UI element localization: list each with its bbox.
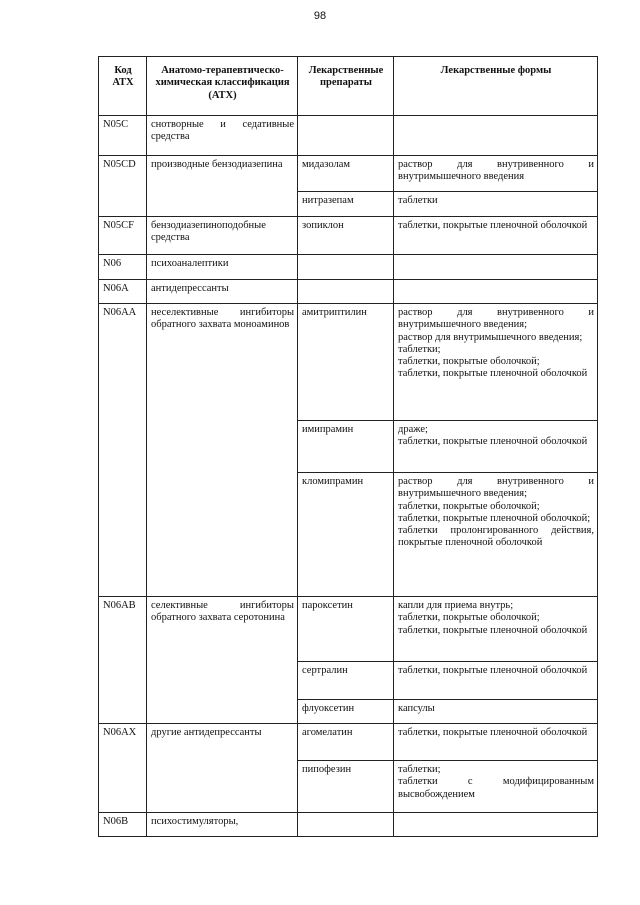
atx-class: неселективные ингибиторы обратного захвата моноаминов (147, 304, 298, 597)
header-classification: Анатомо-терапевтическо-химическая классификация (АТХ) (147, 57, 298, 116)
atx-table (98, 56, 598, 837)
drug-name: сертралин (298, 662, 394, 700)
drug-forms (394, 280, 598, 304)
drug-forms (394, 473, 598, 597)
form-line: раствор для внутривенного и внутримышечного введения; (398, 476, 594, 500)
atx-code: N06 (99, 255, 147, 280)
table-row (99, 813, 598, 837)
form-line: таблетки, покрытые пленочной оболочкой (398, 436, 588, 448)
form-line: таблетки, покрытые оболочкой; (398, 500, 540, 512)
header-forms: Лекарственные формы (394, 57, 598, 116)
drug-name: пароксетин (298, 597, 394, 662)
drug-forms (394, 421, 598, 473)
drug-forms: таблетки, покрытые пленочной оболочкой (394, 662, 598, 700)
form-line: капли для приема внутрь; (398, 600, 514, 611)
atx-code: N06B (99, 813, 147, 837)
atx-class: антидепрессанты (147, 280, 298, 304)
form-line: таблетки; (398, 343, 441, 355)
drug-name: агомелатин (298, 724, 394, 761)
form-line: таблетки, покрытые пленочной оболочкой (398, 368, 588, 380)
table-row (99, 255, 598, 280)
drug-name: пипофезин (298, 761, 394, 813)
atx-code: N05C (99, 116, 147, 156)
table-row (99, 280, 598, 304)
form-line: раствор для внутримышечного введения; (398, 331, 583, 343)
form-line: таблетки, покрытые оболочкой; (398, 612, 540, 624)
drug-name: кломипрамин (298, 473, 394, 597)
form-line: раствор для внутривенного и внутримышечного введения; (398, 307, 594, 331)
table-row (99, 304, 598, 421)
drug-name: нитразепам (298, 192, 394, 217)
drug-forms (394, 813, 598, 837)
atx-code: N06A (99, 280, 147, 304)
form-line: таблетки с модифицированным высвобождением (398, 776, 594, 800)
header-row (99, 57, 598, 116)
drug-forms: капсулы (394, 700, 598, 724)
drug-name: имипрамин (298, 421, 394, 473)
drug-forms: таблетки (394, 192, 598, 217)
atx-code: N06AA (99, 304, 147, 597)
atx-code: N05CF (99, 217, 147, 255)
drug-forms (394, 597, 598, 662)
form-line: драже; (398, 424, 428, 435)
form-line: таблетки, покрытые пленочной оболочкой; (398, 512, 591, 524)
header-code: Код АТХ (99, 57, 147, 116)
drug-forms (394, 761, 598, 813)
table-row (99, 597, 598, 662)
form-line: таблетки, покрытые оболочкой; (398, 356, 540, 368)
drug-name: зопиклон (298, 217, 394, 255)
table-row (99, 217, 598, 255)
atx-code: N06AB (99, 597, 147, 724)
atx-class: селективные ингибиторы обратного захвата серотонина (147, 597, 298, 724)
atx-class: другие антидепрессанты (147, 724, 298, 813)
drug-name (298, 116, 394, 156)
drug-forms: таблетки, покрытые пленочной оболочкой (394, 724, 598, 761)
atx-code: N05CD (99, 156, 147, 217)
drug-forms (394, 304, 598, 421)
drug-forms (394, 116, 598, 156)
atx-class: психоаналептики (147, 255, 298, 280)
drug-forms (394, 255, 598, 280)
table-row (99, 116, 598, 156)
drug-name (298, 813, 394, 837)
page-number: 98 (313, 10, 327, 22)
atx-class: производные бензодиазепина (147, 156, 298, 217)
table-row (99, 156, 598, 192)
atx-class: бензодиазепиноподобные средства (147, 217, 298, 255)
drug-forms: таблетки, покрытые пленочной оболочкой (394, 217, 598, 255)
form-line: таблетки; (398, 764, 441, 775)
drug-name: амитриптилин (298, 304, 394, 421)
atx-class: психостимуляторы, (147, 813, 298, 837)
header-drugs: Лекарственные препараты (298, 57, 394, 116)
drug-name (298, 255, 394, 280)
drug-name: мидазолам (298, 156, 394, 192)
drug-name: флуоксетин (298, 700, 394, 724)
form-line: таблетки, покрытые пленочной оболочкой (398, 624, 588, 636)
table-row (99, 724, 598, 761)
form-line: таблетки пролонгированного действия, покрытые пленочной оболочкой (398, 525, 594, 549)
atx-code: N06AX (99, 724, 147, 813)
drug-name (298, 280, 394, 304)
drug-forms: раствор для внутривенного и внутримышечного введения (394, 156, 598, 192)
atx-class: снотворные и седативные средства (147, 116, 298, 156)
